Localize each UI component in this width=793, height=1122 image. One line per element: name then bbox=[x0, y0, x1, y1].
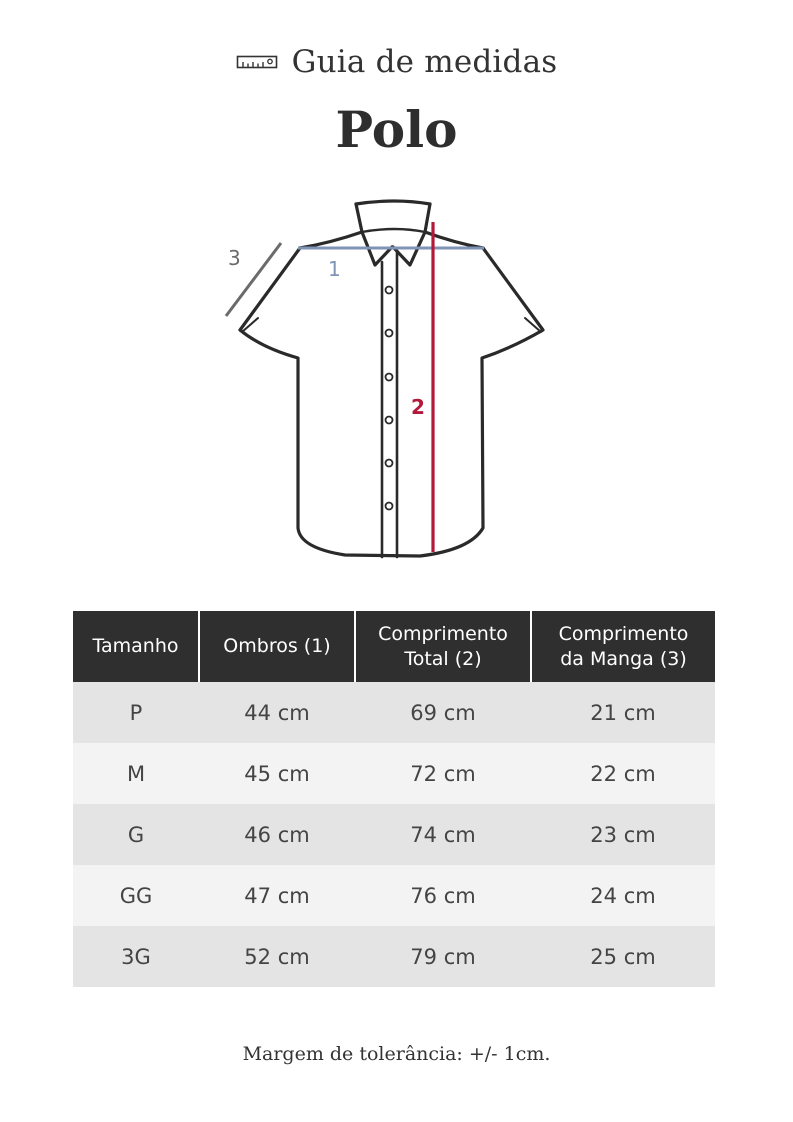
table-row bbox=[73, 743, 715, 804]
header-sleeve-length: Comprimento da Manga (3) bbox=[531, 611, 715, 682]
cell-sleeve-length: 23 cm bbox=[531, 804, 715, 865]
header-total-length: Comprimento Total (2) bbox=[355, 611, 531, 682]
cell-total-length: 74 cm bbox=[355, 804, 531, 865]
cell-shoulders: 44 cm bbox=[199, 682, 355, 743]
cell-sleeve-length: 24 cm bbox=[531, 865, 715, 926]
cell-size: GG bbox=[73, 865, 199, 926]
cell-shoulders: 46 cm bbox=[199, 804, 355, 865]
cell-sleeve-length: 21 cm bbox=[531, 682, 715, 743]
header-size: Tamanho bbox=[73, 611, 199, 682]
button-4 bbox=[386, 417, 393, 424]
button-1 bbox=[386, 287, 393, 294]
table-row bbox=[73, 926, 715, 987]
table-row bbox=[73, 682, 715, 743]
cell-total-length: 69 cm bbox=[355, 682, 531, 743]
button-6 bbox=[386, 503, 393, 510]
tolerance-note: Margem de tolerância: +/- 1cm. bbox=[242, 1043, 551, 1065]
cell-shoulders: 47 cm bbox=[199, 865, 355, 926]
button-3 bbox=[386, 374, 393, 381]
size-table bbox=[73, 611, 715, 987]
cell-total-length: 72 cm bbox=[355, 743, 531, 804]
table-row bbox=[73, 865, 715, 926]
table-row bbox=[73, 804, 715, 865]
sleeve-measure-label: 3 bbox=[228, 246, 241, 270]
cell-size: G bbox=[73, 804, 199, 865]
cell-shoulders: 45 cm bbox=[199, 743, 355, 804]
cell-size: M bbox=[73, 743, 199, 804]
cell-sleeve-length: 25 cm bbox=[531, 926, 715, 987]
shirt-buttons bbox=[386, 287, 393, 510]
length-measure-label: 2 bbox=[411, 395, 425, 419]
button-2 bbox=[386, 330, 393, 337]
shoulder-measure-label: 1 bbox=[328, 257, 341, 281]
cell-total-length: 76 cm bbox=[355, 865, 531, 926]
cell-shoulders: 52 cm bbox=[199, 926, 355, 987]
button-5 bbox=[386, 460, 393, 467]
page-title: Polo bbox=[335, 100, 458, 159]
cell-size: P bbox=[73, 682, 199, 743]
guide-subtitle: Guia de medidas bbox=[291, 44, 558, 80]
header-shoulders: Ombros (1) bbox=[199, 611, 355, 682]
cell-sleeve-length: 22 cm bbox=[531, 743, 715, 804]
cell-size: 3G bbox=[73, 926, 199, 987]
cell-total-length: 79 cm bbox=[355, 926, 531, 987]
table-header-row bbox=[73, 611, 715, 682]
